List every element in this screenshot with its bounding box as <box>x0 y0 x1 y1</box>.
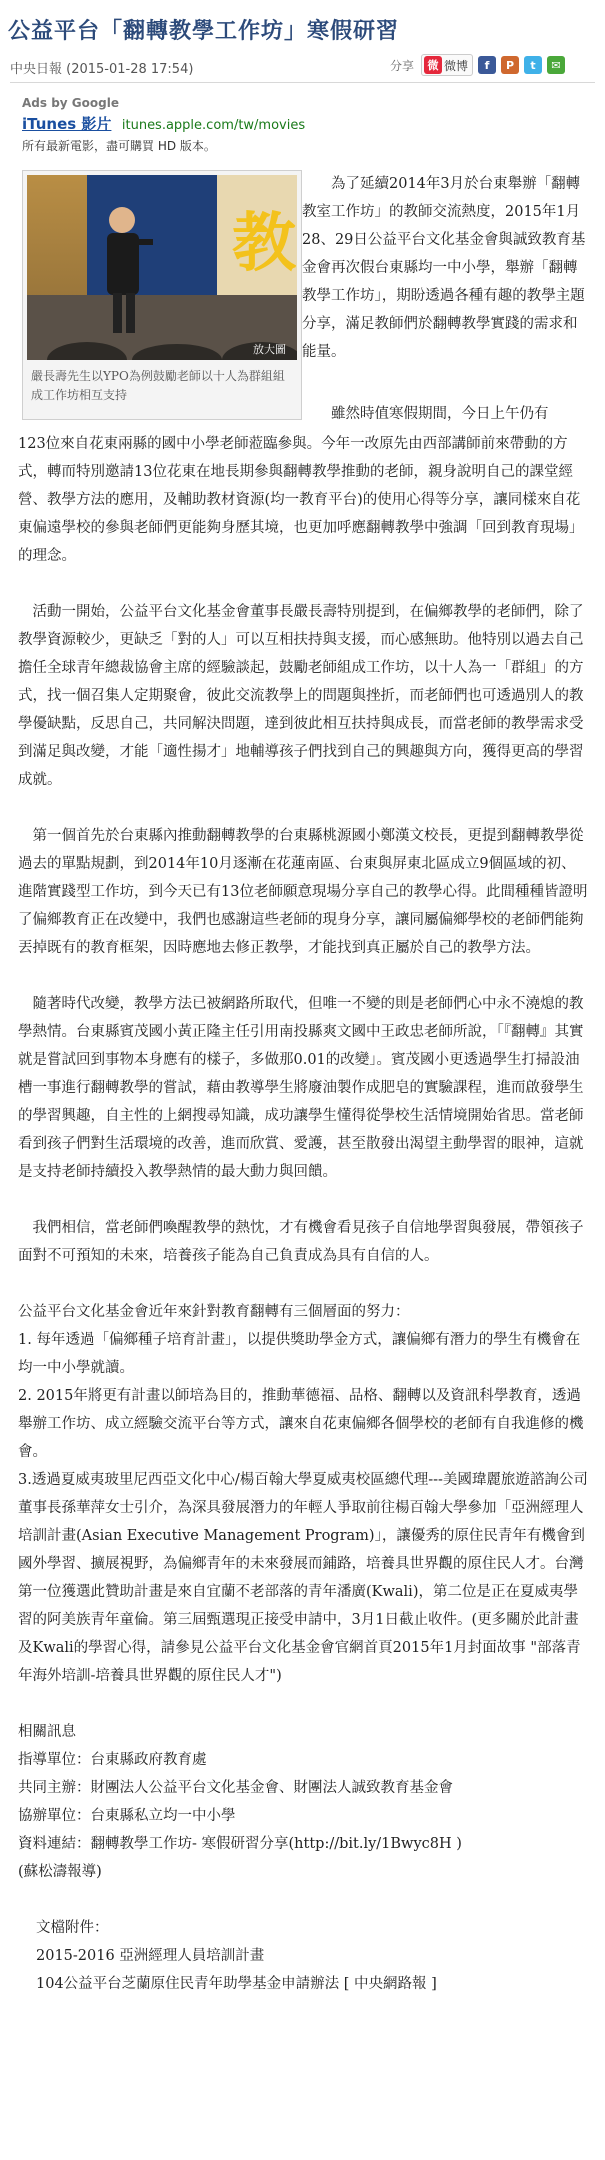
email-icon[interactable]: ✉ <box>547 56 565 74</box>
attachment-1[interactable]: 2015-2016 亞洲經理人員培訓計畫 <box>36 1948 265 1964</box>
effort-item-1: 1. 每年透過「偏鄉種子培育計畫」，以提供獎助學金方式，讓偏鄉有潛力的學生有機會在均一中小學就讀。 <box>18 1332 581 1376</box>
weibo-share-button[interactable] <box>421 54 473 76</box>
photo-figure <box>22 170 302 420</box>
enlarge-label[interactable]: 放大圖 <box>253 343 286 356</box>
info-organizers: 共同主辦：財團法人公益平台文化基金會、財團法人誠致教育基金會 <box>18 1780 453 1796</box>
share-label: 分享 <box>390 58 415 73</box>
weibo-icon: 微 <box>424 56 442 74</box>
facebook-icon[interactable]: f <box>478 56 496 74</box>
paragraph-1: 為了延續2014年3月於台東舉辦「翻轉教室工作坊」的教師交流熱度，2015年1月28、29日公益平台文化基金會與誠致教育基金會再次假台東縣均一中小學，舉辦「翻轉教學工作坊」，期盼透過各種有趣的教學主題分享，滿足教師們於翻轉教學實踐的需求和能量。 <box>302 176 586 360</box>
google-ad <box>22 96 582 154</box>
plurk-icon[interactable]: P <box>501 56 519 74</box>
info-title: 相關訊息 <box>18 1724 76 1740</box>
ad-description: 所有最新電影，盡可購買 HD 版本。 <box>22 139 216 153</box>
divider <box>10 82 595 83</box>
paragraph-3: 活動一開始，公益平台文化基金會董事長嚴長壽特別提到，在偏鄉教學的老師們，除了教學資源較少，更缺乏「對的人」可以互相扶持與支援，而心感無助。他特別以過去自己擔任全球青年總裁協會主席的經驗談起，鼓勵老師組成工作坊，以十人為一「群組」的方式，找一個召集人定期聚會，彼此交流教學上的問題與挫折，而老師們也可透過別人的教學優缺點，反思自己，共同解決問題，達到彼此相互扶持與成長，而當老師的教學需求受到滿足與改變，才能「適性揚才」地輔導孩子們找到自己的興趣與方向，獲得更高的學習成就。 <box>18 604 584 788</box>
ad-link[interactable]: iTunes 影片 <box>22 115 112 133</box>
info-link[interactable]: 資料連結：翻轉教學工作坊- 寒假研習分享(http://bit.ly/1Bwyc8H ) <box>18 1836 462 1852</box>
article-photo[interactable] <box>27 175 297 360</box>
paragraph-2-cont: 123位來自花東兩縣的國中小學老師蒞臨參與。今年一改原先由西部講師前來帶動的方式，轉而特別邀請13位花東在地長期參與翻轉教學推動的老師，親身說明自己的課堂經營、教學方法的應用，及輔助教材資源(均一教育平台)的使用心得等分享，讓同樣來自花東偏遠學校的參與老師們更能夠身歷其境，也更加呼應翻轉教學中強調「回到教育現場」的理念。 <box>18 436 584 564</box>
article-title: 公益平台「翻轉教學工作坊」寒假研習 <box>8 18 400 44</box>
attachments-title: 文檔附件： <box>36 1920 109 1936</box>
info-guidance: 指導單位：台東縣政府教育處 <box>18 1752 207 1768</box>
reporter: (蘇松濤報導) <box>18 1864 102 1880</box>
paragraph-5: 隨著時代改變，教學方法已被網路所取代，但唯一不變的則是老師們心中永不澆熄的教學熱情。台東縣賓茂國小黃正隆主任引用南投縣爽文國中王政忠老師所說，「『翻轉』其實就是嘗試回到事物本身應有的樣子，多做那0.01的改變」。賓茂國小更透過學生打掃設油槽一事進行翻轉教學的嘗試，藉由教導學生將廢油製作成肥皂的實驗課程，進而啟發學生的學習興趣，自主性的上網搜尋知識，成功讓學生懂得從學校生活情境開始省思。當老師看到孩子們對生活環境的改善，進而欣賞、愛護，甚至散發出渴望主動學習的眼神，這就是支持老師持續投入教學熱情的最大動力與回饋。 <box>18 996 584 1180</box>
ad-header: Ads by Google <box>22 96 119 110</box>
paragraph-2-start: 雖然時值寒假期間，今日上午仍有 <box>302 406 549 422</box>
photo-caption: 嚴長壽先生以YPO為例鼓勵老師以十人為群組組成工作坊相互支持 <box>31 369 285 402</box>
twitter-icon[interactable]: t <box>524 56 542 74</box>
intro-side-text <box>302 170 590 428</box>
info-co-organizer: 協辦單位：台東縣私立均一中小學 <box>18 1808 236 1824</box>
paragraph-6: 我們相信，當老師們喚醒教學的熱忱，才有機會看見孩子自信地學習與發展，帶領孩子面對不可預知的未來，培養孩子能為自己負責成為具有自信的人。 <box>18 1220 584 1264</box>
speaker-photo-graphic <box>27 175 297 360</box>
banner-text: 教 <box>232 207 296 281</box>
article-body <box>18 430 590 1998</box>
paragraph-4: 第一個首先於台東縣內推動翻轉教學的台東縣桃源國小鄭漢文校長，更提到翻轉教學從過去的單點規劃，到2014年10月逐漸在花蓮南區、台東與屏東北區成立9個區域的初、進階實踐型工作坊，到今天已有13位老師願意現場分享自己的教學心得。此間種種皆證明了偏鄉教育正在改變中，我們也感謝這些老師的現身分享，讓同屬偏鄉學校的老師們能夠丟掉既有的教育框架，因時應地去修正教學，才能找到真正屬於自己的教學方法。 <box>18 828 588 956</box>
attachment-2[interactable]: 104公益平台芝蘭原住民青年助學基金申請辦法 [ 中央網路報 ] <box>36 1976 437 1992</box>
share-bar <box>390 54 565 76</box>
ad-url[interactable]: itunes.apple.com/tw/movies <box>121 118 306 133</box>
effort-item-2: 2. 2015年將更有計畫以師培為目的，推動華德福、品格、翻轉以及資訊科學教育，透過舉辦工作坊、成立經驗交流平台等方式，讓來自花東偏鄉各個學校的老師有自我進修的機會。 <box>18 1388 584 1460</box>
weibo-label: 微博 <box>444 58 469 73</box>
source-date: 中央日報 (2015-01-28 17:54) <box>10 62 194 77</box>
efforts-intro: 公益平台文化基金會近年來針對教育翻轉有三個層面的努力： <box>18 1304 410 1320</box>
effort-item-3: 3.透過夏威夷玻里尼西亞文化中心/楊百翰大學夏威夷校區總代理---美國瑋麗旅遊諮詢公司董事長孫華萍女士引介，為深具發展潛力的年輕人爭取前往楊百翰大學參加「亞洲經理人培訓計畫(Asian Executive Management Program)」，讓優秀的原住民青年有機會到國外學習、擴展視野，為偏鄉青年的未來發展而鋪路，培養具世界觀的原住民人才。台灣第一位獲選此贊助計畫是來自宜蘭不老部落的青年潘廣(Kwali)，第二位是正在夏威夷學習的阿美族青年童倫。第三屆甄選現正接受申請中，3月1日截止收件。(更多關於此計畫及Kwali的學習心得，請參見公益平台文化基金會官網首頁2015年1月封面故事 "部落青年海外培訓-培養具世界觀的原住民人才") <box>18 1472 588 1684</box>
